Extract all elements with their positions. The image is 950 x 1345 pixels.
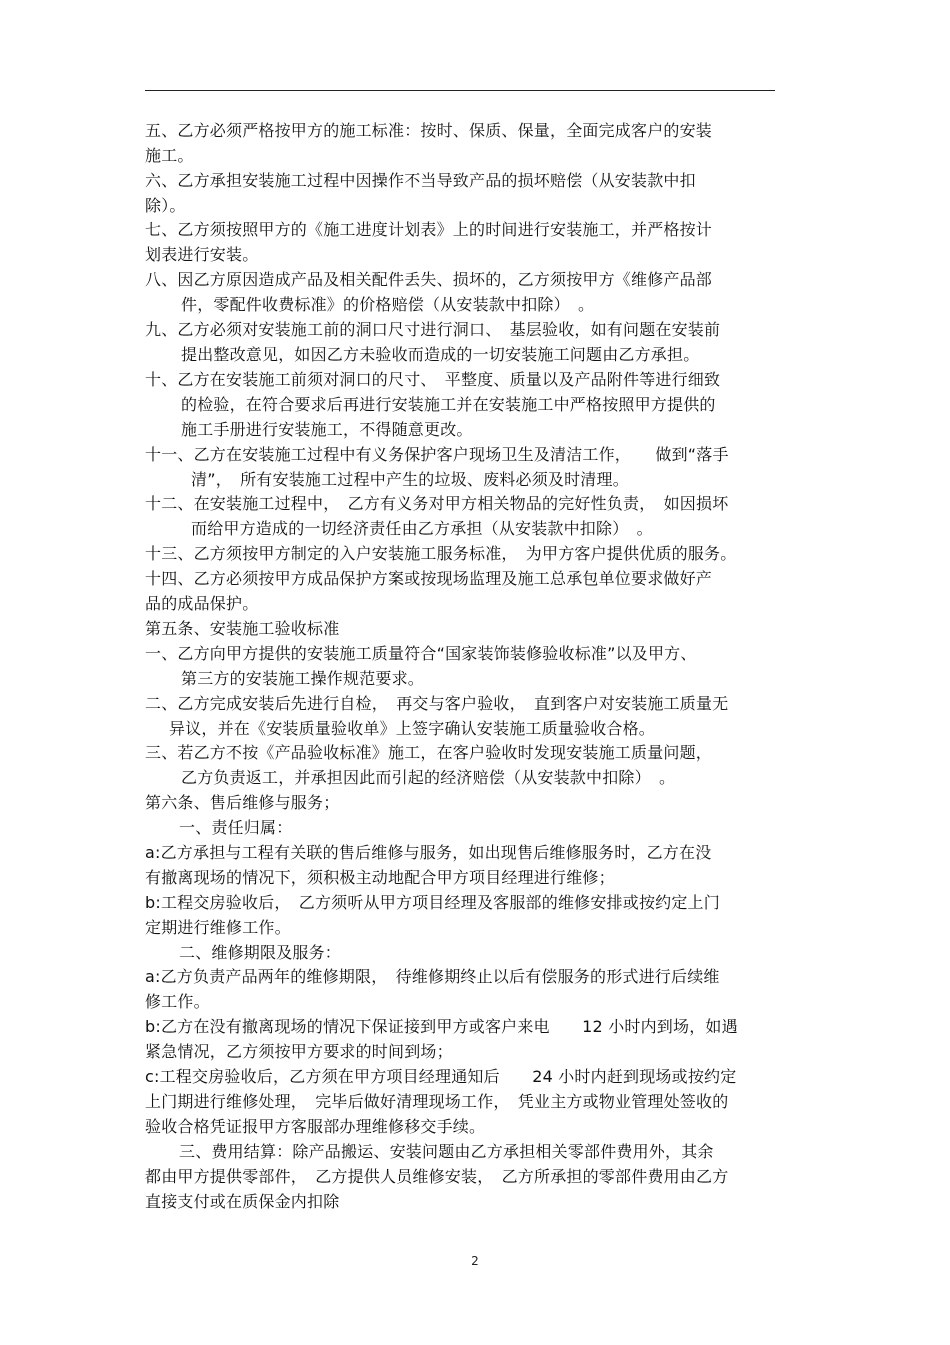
article-6-section-2-c-line-3: 验收合格凭证报甲方客服部办理维修移交手续。 bbox=[145, 1117, 486, 1136]
article-6-section-3-line-1: 三、费用结算：除产品搬运、安装问题由乙方承担相关零部件费用外，其余 bbox=[179, 1142, 714, 1161]
clause-12-line-1: 十二、在安装施工过程中， 乙方有义务对甲方相关物品的完好性负责， 如因损坏 bbox=[145, 494, 729, 513]
article-6-section-3-line-2: 都由甲方提供零部件， 乙方提供人员维修安装， 乙方所承担的零部件费用由乙方 bbox=[145, 1167, 729, 1186]
clause-6-line-2: 除）。 bbox=[145, 196, 186, 215]
article-6-section-1-b-line-2: 定期进行维修工作。 bbox=[145, 918, 291, 937]
article-6-section-2-b-line-2: 紧急情况，乙方须按甲方要求的时间到场； bbox=[145, 1042, 453, 1061]
clause-7-line-2: 划表进行安装。 bbox=[145, 245, 259, 264]
article-5-item-2-line-1: 二、乙方完成安装后先进行自检， 再交与客户验收， 直到客户对安装施工质量无 bbox=[145, 694, 729, 713]
clause-8-line-2: 件，零配件收费标准》的价格赔偿（从安装款中扣除） 。 bbox=[181, 295, 595, 314]
clause-11-line-2: 清”， 所有安装施工过程中产生的垃圾、废料必须及时清理。 bbox=[191, 470, 629, 489]
clause-10-line-1: 十、乙方在安装施工前须对洞口的尺寸、 平整度、质量以及产品附件等进行细致 bbox=[145, 370, 721, 389]
clause-12-line-2: 而给甲方造成的一切经济责任由乙方承担（从安装款中扣除） 。 bbox=[191, 519, 653, 538]
clause-14-line-1: 十四、乙方必须按甲方成品保护方案或按现场监理及施工总承包单位要求做好产 bbox=[145, 569, 713, 588]
article-5-item-1-line-2: 第三方的安装施工操作规范要求。 bbox=[181, 669, 425, 688]
article-6-section-1-b-line-1: b:工程交房验收后， 乙方须听从甲方项目经理及客服部的维修安排或按约定上门 bbox=[145, 893, 720, 912]
article-6-section-2-heading: 二、维修期限及服务： bbox=[179, 943, 342, 962]
article-6-section-2-a-line-1: a:乙方负责产品两年的维修期限， 待维修期终止以后有偿服务的形式进行后续维 bbox=[145, 967, 720, 986]
article-6-heading: 第六条、售后维修与服务； bbox=[145, 793, 340, 812]
article-6-section-1-a-line-1: a:乙方承担与工程有关联的售后维修与服务，如出现售后维修服务时，乙方在没 bbox=[145, 843, 712, 862]
article-5-heading: 第五条、安装施工验收标准 bbox=[145, 619, 340, 638]
article-5-item-3-line-2: 乙方负责返工，并承担因此而引起的经济赔偿（从安装款中扣除） 。 bbox=[181, 768, 676, 787]
clause-13-line-1: 十三、乙方须按甲方制定的入户安装施工服务标准， 为甲方客户提供优质的服务。 bbox=[145, 544, 737, 563]
article-6-section-2-b-line-1: b:乙方在没有撤离现场的情况下保证接到甲方或客户来电 12 小时内到场，如遇 bbox=[145, 1017, 738, 1036]
article-5-item-2-line-2: 异议，并在《安装质量验收单》上签字确认安装施工质量验收合格。 bbox=[169, 719, 656, 738]
article-6-section-1-heading: 一、责任归属： bbox=[179, 818, 293, 837]
clause-5-line-1: 五、乙方必须严格按甲方的施工标准：按时、保质、保量，全面完成客户的安装 bbox=[145, 121, 713, 140]
clause-8-line-1: 八、因乙方原因造成产品及相关配件丢失、损坏的，乙方须按甲方《维修产品部 bbox=[145, 270, 713, 289]
clause-14-line-2: 品的成品保护。 bbox=[145, 594, 259, 613]
clause-9-line-1: 九、乙方必须对安装施工前的洞口尺寸进行洞口、 基层验收，如有问题在安装前 bbox=[145, 320, 721, 339]
clause-10-line-3: 施工手册进行安装施工，不得随意更改。 bbox=[181, 420, 473, 439]
page-number: 2 bbox=[471, 1254, 479, 1268]
article-5-item-1-line-1: 一、乙方向甲方提供的安装施工质量符合“国家装饰装修验收标准”以及甲方、 bbox=[145, 644, 697, 663]
clause-9-line-2: 提出整改意见，如因乙方未验收而造成的一切安装施工问题由乙方承担。 bbox=[181, 345, 700, 364]
article-6-section-2-a-line-2: 修工作。 bbox=[145, 992, 210, 1011]
article-6-section-2-c-line-2: 上门期进行维修处理， 完毕后做好清理现场工作， 凭业主方或物业管理处签收的 bbox=[145, 1092, 729, 1111]
clause-11-line-1: 十一、乙方在安装施工过程中有义务保护客户现场卫生及清洁工作， 做到“落手 bbox=[145, 445, 729, 464]
clause-7-line-1: 七、乙方须按照甲方的《施工进度计划表》上的时间进行安装施工，并严格按计 bbox=[145, 220, 713, 239]
clause-10-line-2: 的检验，在符合要求后再进行安装施工并在安装施工中严格按照甲方提供的 bbox=[181, 395, 716, 414]
article-6-section-1-a-line-2: 有撤离现场的情况下，须积极主动地配合甲方项目经理进行维修； bbox=[145, 868, 615, 887]
clause-6-line-1: 六、乙方承担安装施工过程中因操作不当导致产品的损坏赔偿（从安装款中扣 bbox=[145, 171, 696, 190]
article-5-item-3-line-1: 三、若乙方不按《产品验收标准》施工，在客户验收时发现安装施工质量问题， bbox=[145, 743, 713, 762]
header-rule bbox=[145, 90, 775, 91]
article-6-section-3-line-3: 直接支付或在质保金内扣除 bbox=[145, 1192, 340, 1211]
clause-5-line-2: 施工。 bbox=[145, 146, 194, 165]
article-6-section-2-c-line-1: c:工程交房验收后，乙方须在甲方项目经理通知后 24 小时内赶到现场或按约定 bbox=[145, 1067, 737, 1086]
